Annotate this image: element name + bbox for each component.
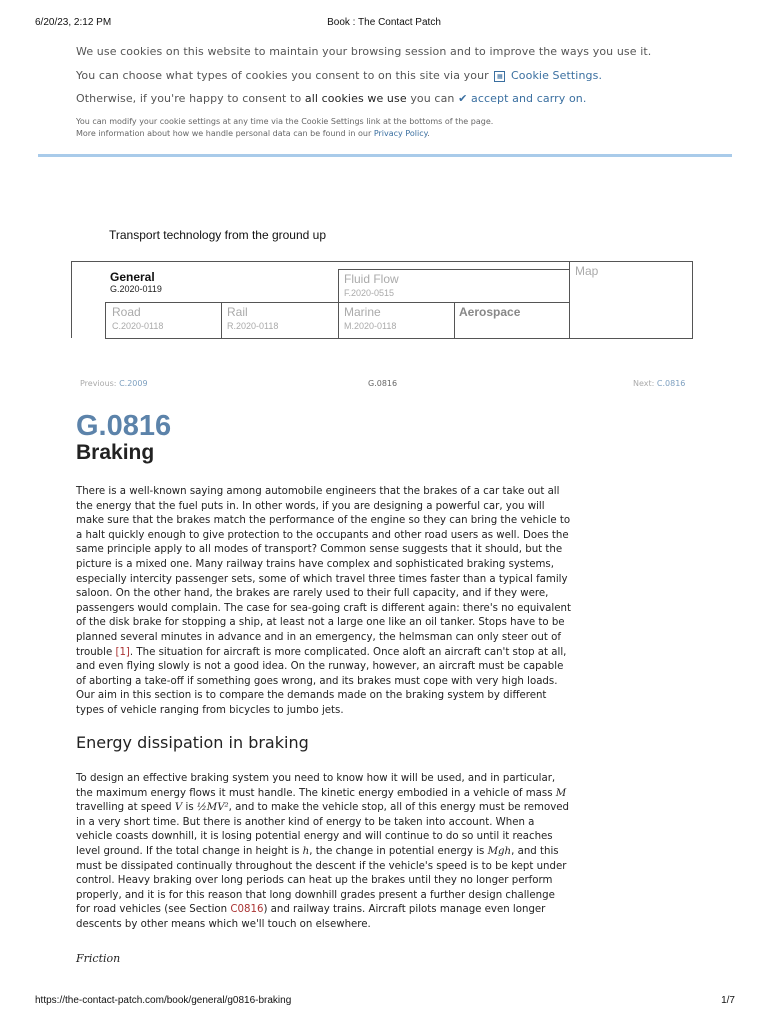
cookie-small-text: You can modify your cookie settings at any time via the Cookie Settings link at the bottoms of the page. More information about how we handle personal data can be found in our Privacy Policy. [76,117,494,138]
nav-rail[interactable]: Rail R.2020-0118 [221,302,339,339]
accept-cookies-link[interactable]: accept and carry on [471,92,583,105]
cookie-line-3: Otherwise, if you're happy to consent to all cookies we use you can ✔ accept and carry on. [76,92,587,105]
previous-link[interactable]: Previous: C.2009 [80,379,148,388]
nav-fluid-flow[interactable]: Fluid Flow F.2020-0515 [338,269,570,303]
print-timestamp: 6/20/23, 2:12 PM [35,17,112,28]
cookie-line-2: You can choose what types of cookies you consent to on this site via your ▦ Cookie Settings. [76,69,603,82]
site-tagline: Transport technology from the ground up [109,228,327,242]
nav-aerospace[interactable]: Aerospace [454,302,570,339]
nav-road[interactable]: Road C.2020-0118 [105,302,222,339]
nav-marine[interactable]: Marine M.2020-0118 [338,302,455,339]
section-heading: Energy dissipation in braking [76,733,309,752]
current-code: G.0816 [368,379,398,388]
cookie-settings-icon: ▦ [494,71,505,82]
checkmark-icon: ✔ [458,92,468,105]
nav-left-rule [71,261,72,338]
intro-paragraph: There is a well-known saying among automobile engineers that the brakes of a car take out all the energy that the fuel puts in. In other words, if you are designing a powerful car, you will make sure that the brakes match the performance of the engine so they can bring the vehicle to a halt quickly enough to give protection to the occupants and other road users as well. Does the same principle apply to all modes of transport? Common sense suggests that it should, but the picture is a mixed one. Many railway trains have complex and sophisticated braking systems, especially intercity passenger sets, some of which travel three times faster than a typical family saloon. On the other hand, the brakes are rarely used to their full capacity, and if they were, passengers would complain. The case for sea-going craft is different again: there's no equivalent of the disk brake for stopping a ship, at least not a large one like an oil tanker. Stops have to be planned several minutes in advance and in an emergency, the helmsman can only steer out of trouble [1]. The situation for aircraft is more complicated. Once aloft an aircraft can't stop at all, and even flying slowly is not a good idea. On the runway, however, an aircraft must be capable of aborting a take-off if something goes wrong, and its brakes must cope with very high loads. Our aim in this section is to compare the demands made on the braking system by different types of vehicle ranging from bicycles to jumbo jets. [76,486,571,716]
print-url: https://the-contact-patch.com/book/general/g0816-braking [35,995,292,1006]
print-page-title: Book : The Contact Patch [327,17,441,28]
print-page-number: 1/7 [721,995,735,1006]
nav-general[interactable]: General G.2020-0119 [110,270,162,294]
subheading-friction: Friction [76,952,121,965]
kinetic-energy-formula: ½MV² [196,802,229,814]
cookie-settings-link[interactable]: Cookie Settings [511,69,599,82]
privacy-policy-link[interactable]: Privacy Policy [373,129,428,138]
next-link[interactable]: Next: C.0816 [633,379,686,388]
nav-map[interactable]: Map [569,261,693,339]
article-title: Braking [76,441,155,464]
energy-paragraph: To design an effective braking system you need to know how it will be used, and in particular, the maximum energy flows it must handle. The kinetic energy embodied in a vehicle of mass M travelling at speed V is ½MV², and to make the vehicle stop, all of this energy must be removed in a very short time. But there is another kind of energy to be taken into account. When a vehicle coasts downhill, it is losing potential energy and will continue to do so until it reaches level ground. If the total change in height is h, the change in potential energy is Mgh, and this must be dissipated continually throughout the descent if the vehicle's speed is to be kept under control. Heavy braking over long periods can heat up the brakes until they no longer perform properly, and it is for this reason that long downhill grades present a further design challenge for road vehicles (see Section C0816) and railway trains. Aircraft pilots manage even longer descents by other means which we'll touch on elsewhere. [76,773,569,930]
cookie-line-1: We use cookies on this website to maintain your browsing session and to improve the ways you use it. [76,45,652,58]
cookie-banner-divider [38,154,732,157]
section-link[interactable]: C0816 [230,904,264,916]
article-code: G.0816 [76,410,172,442]
footnote-link[interactable]: [1] [115,646,130,658]
